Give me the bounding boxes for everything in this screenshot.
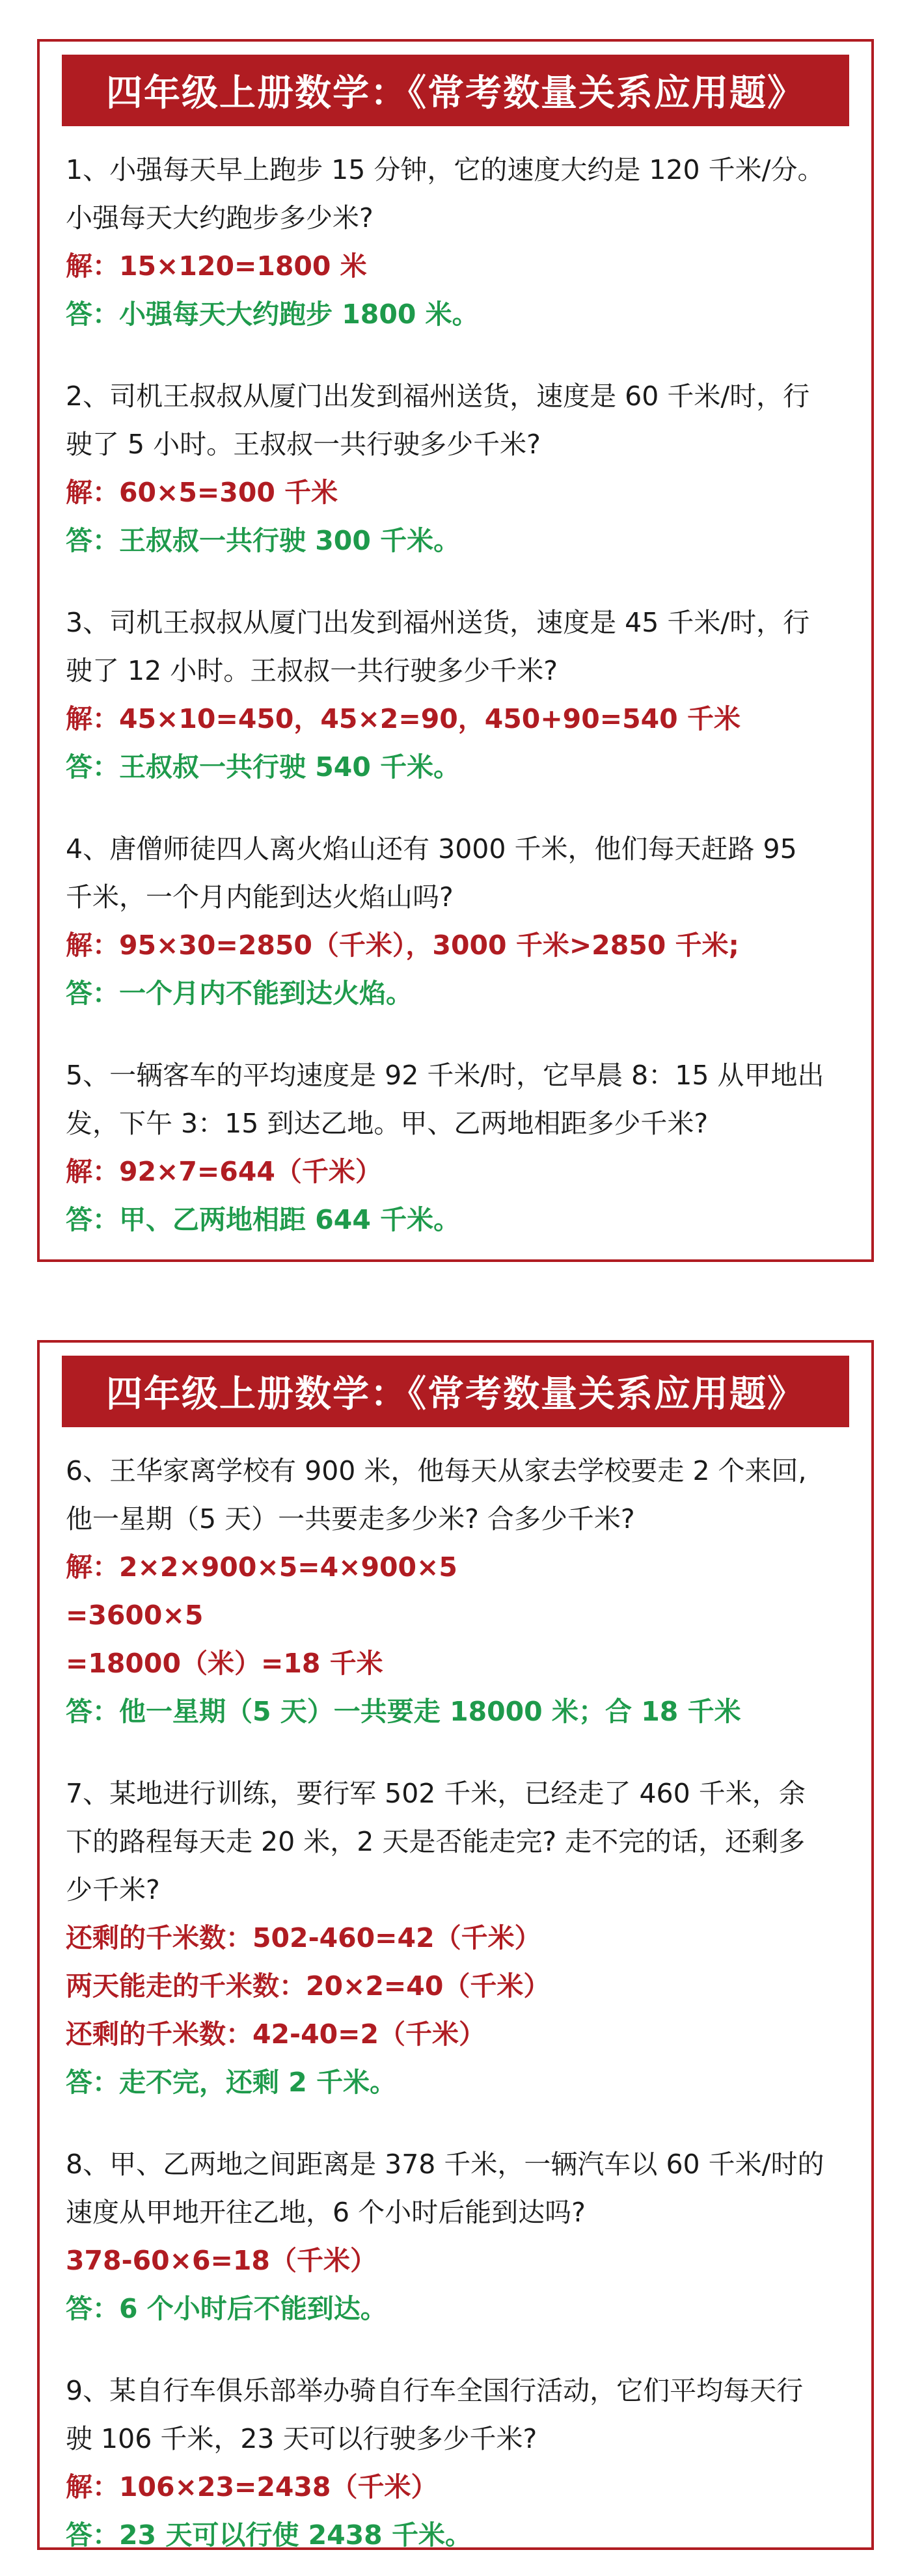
solution-line: 解：15×120=1800 米 (66, 250, 367, 282)
question-line: 驶了 5 小时。王叔叔一共行驶多少千米? (66, 429, 541, 460)
problem-list (40, 1427, 871, 2559)
solution-line: 解：92×7=644（千米） (66, 1156, 382, 1187)
solution-line: 解：45×10=450，45×2=90，450+90=540 千米 (66, 703, 741, 734)
problem-list (40, 126, 871, 1244)
question-line: 6、王华家离学校有 900 米，他每天从家去学校要走 2 个来回, (66, 1455, 807, 1486)
answer-line: 答：王叔叔一共行驶 300 千米。 (66, 525, 461, 556)
card-title: 四年级上册数学：《常考数量关系应用题》 (62, 1356, 849, 1427)
problem-5 (66, 1051, 845, 1244)
solution-line: 378-60×6=18（千米） (66, 2245, 377, 2276)
problem-6 (66, 1447, 845, 1736)
question-line: 8、甲、乙两地之间距离是 378 千米，一辆汽车以 60 千米/时的 (66, 2149, 824, 2180)
answer-line: 答：一个月内不能到达火焰。 (66, 978, 413, 1009)
solution-line: 还剩的千米数：502-460=42（千米） (66, 1922, 541, 1953)
question-line: 速度从甲地开往乙地，6 个小时后能到达吗? (66, 2197, 586, 2228)
question-line: 驶了 12 小时。王叔叔一共行驶多少千米? (66, 655, 558, 686)
question-line: 1、小强每天早上跑步 15 分钟，它的速度大约是 120 千米/分。 (66, 154, 824, 185)
solution-line: 解：106×23=2438（千米） (66, 2471, 438, 2502)
answer-line: 答：6 个小时后不能到达。 (66, 2293, 387, 2324)
solution-line: 解：95×30=2850（千米），3000 千米>2850 千米; (66, 930, 739, 961)
question-line: 少千米? (66, 1874, 160, 1905)
question-line: 7、某地进行训练，要行军 502 千米，已经走了 460 千米，余 (66, 1778, 806, 1809)
problem-7 (66, 1769, 845, 2106)
solution-line: =18000（米）=18 千米 (66, 1648, 383, 1679)
question-line: 9、某自行车俱乐部举办骑自行车全国行活动，它们平均每天行 (66, 2375, 804, 2406)
solution-line: 两天能走的千米数：20×2=40（千米） (66, 1970, 551, 2002)
problem-1 (66, 146, 845, 338)
worksheet-card-1 (37, 39, 874, 1262)
problem-4 (66, 825, 845, 1017)
answer-line: 答：小强每天大约跑步 1800 米。 (66, 299, 479, 330)
question-line: 他一星期（5 天）一共要走多少米? 合多少千米? (66, 1503, 635, 1535)
question-line: 驶 106 千米，23 天可以行驶多少千米? (66, 2423, 537, 2454)
question-line: 发，下午 3：15 到达乙地。甲、乙两地相距多少千米? (66, 1108, 709, 1139)
question-line: 4、唐僧师徒四人离火焰山还有 3000 千米，他们每天赶路 95 (66, 833, 797, 865)
problem-2 (66, 372, 845, 565)
solution-line: 还剩的千米数：42-40=2（千米） (66, 2019, 486, 2050)
question-line: 小强每天大约跑步多少米? (66, 202, 374, 234)
question-line: 2、司机王叔叔从厦门出发到福州送货，速度是 60 千米/时，行 (66, 381, 810, 412)
solution-line: 解：60×5=300 千米 (66, 477, 338, 508)
worksheet-card-2 (37, 1340, 874, 2550)
answer-line: 答：走不完，还剩 2 千米。 (66, 2067, 397, 2098)
answer-line: 答：甲、乙两地相距 644 千米。 (66, 1204, 461, 1235)
question-line: 5、一辆客车的平均速度是 92 千米/时，它早晨 8：15 从甲地出 (66, 1060, 824, 1091)
question-line: 千米，一个月内能到达火焰山吗? (66, 881, 454, 913)
question-line: 下的路程每天走 20 米，2 天是否能走完? 走不完的话，还剩多 (66, 1826, 806, 1857)
answer-line: 答：23 天可以行使 2438 千米。 (66, 2519, 472, 2551)
question-line: 3、司机王叔叔从厦门出发到福州送货，速度是 45 千米/时，行 (66, 607, 810, 638)
answer-line: 答：王叔叔一共行驶 540 千米。 (66, 751, 461, 783)
solution-line: 解：2×2×900×5=4×900×5 (66, 1551, 457, 1583)
answer-line: 答：他一星期（5 天）一共要走 18000 米；合 18 千米 (66, 1696, 741, 1727)
card-title: 四年级上册数学：《常考数量关系应用题》 (62, 55, 849, 126)
problem-9 (66, 2367, 845, 2559)
problem-8 (66, 2140, 845, 2333)
problem-3 (66, 598, 845, 791)
solution-line: =3600×5 (66, 1600, 204, 1631)
